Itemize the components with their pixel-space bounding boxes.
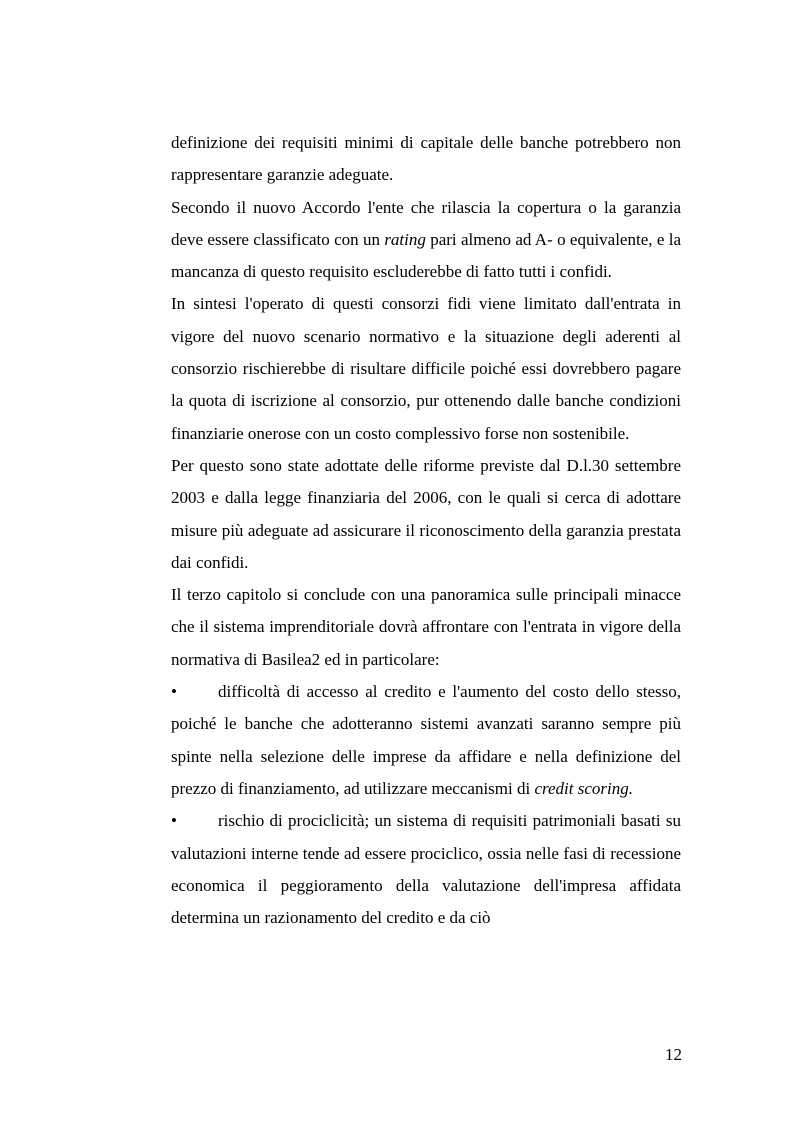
paragraph-2-part-2: pari almeno ad A- o equivalente, e la mancanza di questo requisito escluderebbe di fatto tutti i confidi. <box>171 229 681 282</box>
bullet-2-text: rischio di prociclicità; un sistema di requisiti patrimoniali basati su valutazioni interne tende ad essere prociclico, ossia nelle fasi di recessione economica il peggioramento della valutazione dell'impresa affidata determina un razionamento del credito e da ciò <box>171 811 681 928</box>
paragraph-2-part-1: Secondo il nuovo Accordo l'ente che rilascia la copertura o la garanzia deve essere classificato con un <box>171 197 681 249</box>
rating-term: rating <box>384 229 426 249</box>
bullet-item-1 <box>171 676 681 805</box>
paragraph-3: In sintesi l'operato di questi consorzi fidi viene limitato dall'entrata in vigore del nuovo scenario normativo e la situazione degli aderenti al consorzio rischierebbe di risultare difficile poiché essi dovrebbero pagare la quota di iscrizione al consorzio, pur ottenendo dalle banche condizioni finanziarie onerose con un costo complessivo forse non sostenibile. <box>171 294 681 443</box>
bullet-1-text: difficoltà di accesso al credito e l'aumento del costo dello stesso, poiché le banche che adotteranno sistemi avanzati saranno sempre più spinte nella selezione delle imprese da affidare e nella definizione del prezzo di finanziamento, ad utilizzare meccanismi di <box>171 682 681 798</box>
paragraph-1: definizione dei requisiti minimi di capitale delle banche potrebbero non rappresentare garanzie adeguate. <box>171 133 681 185</box>
paragraph-4: Per questo sono state adottate delle riforme previste dal D.l.30 settembre 2003 e dalla legge finanziaria del 2006, con le quali si cerca di adottare misure più adeguate ad assicurare il riconoscimento della garanzia prestata dai confidi. <box>171 455 681 572</box>
paragraph-2 <box>171 192 681 289</box>
page-number: 12 <box>665 1045 682 1064</box>
bullet-marker-1: • <box>171 682 177 702</box>
credit-scoring-term: credit scoring. <box>534 778 633 798</box>
paragraph-5: Il terzo capitolo si conclude con una panoramica sulle principali minacce che il sistema imprenditoriale dovrà affrontare con l'entrata in vigore della normativa di Basilea2 ed in particolare: <box>171 585 681 669</box>
body-text <box>171 127 681 934</box>
bullet-marker-2: • <box>171 811 177 831</box>
bullet-item-2 <box>171 805 681 934</box>
